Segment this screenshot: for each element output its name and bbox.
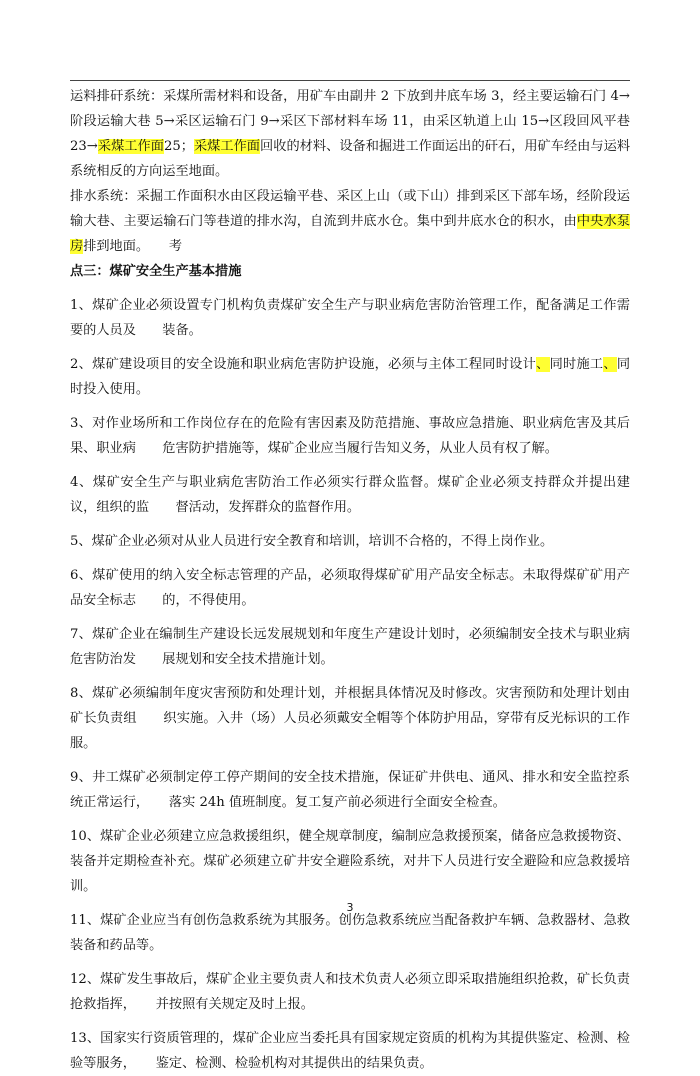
- measure-4: 4、煤矿安全生产与职业病危害防治工作必须实行群众监督。煤矿企业必须支持群众并提出建议，组织的监 督活动，发挥群众的监督作用。: [70, 475, 630, 515]
- measure-2-text-b: 同时施工: [549, 357, 604, 372]
- highlight-comma-1: 、: [536, 357, 550, 372]
- measure-11: 11、煤矿企业应当有创伤急救系统为其服务。创伤急救系统应当配备救护车辆、急救器材、急救装备和药品等。: [70, 913, 630, 953]
- document-body: [70, 84, 630, 1076]
- transport-paragraph: [70, 84, 630, 184]
- highlight-working-face-2: 采煤工作面: [193, 139, 261, 154]
- measure-10: 10、煤矿企业必须建立应急救援组织，健全规章制度，编制应急救援预案，储备应急救援物资、装备并定期检查补充。煤矿必须建立矿井安全避险系统，对井下人员进行安全避险和应急救援培训。: [70, 829, 630, 894]
- measure-13: 13、国家实行资质管理的，煤矿企业应当委托具有国家规定资质的机构为其提供鉴定、检测、检验等服务， 鉴定、检测、检验机构对其提供出的结果负责。: [70, 1031, 630, 1071]
- header-rule: [70, 80, 630, 81]
- drainage-text-b: 排到地面。 考: [83, 239, 183, 254]
- highlight-working-face-1: 采煤工作面: [97, 139, 164, 154]
- measure-8: 8、煤矿必须编制年度灾害预防和处理计划，并根据具体情况及时修改。灾害预防和处理计划由矿长负责组 织实施。入井（场）人员必须戴安全帽等个体防护用品，穿带有反光标识的工作服。: [70, 686, 630, 751]
- highlight-pump-room: 中央水泵房: [70, 214, 631, 254]
- measure-12: 12、煤矿发生事故后，煤矿企业主要负责人和技术负责人必须立即采取措施组织抢救，矿长负责抢救指挥， 并按照有关规定及时上报。: [70, 972, 630, 1012]
- drainage-paragraph: [70, 184, 630, 259]
- section-heading: 点三：煤矿安全生产基本措施: [70, 264, 242, 279]
- measure-3: 3、对作业场所和工作岗位存在的危险有害因素及防范措施、事故应急措施、职业病危害及其后果、职业病 危害防护措施等，煤矿企业应当履行告知义务，从业人员有权了解。: [70, 416, 630, 456]
- measure-1: 1、煤矿企业必须设置专门机构负责煤矿安全生产与职业病危害防治管理工作，配备满足工作需要的人员及 装备。: [70, 298, 630, 338]
- measure-2: [70, 352, 630, 402]
- measure-7: 7、煤矿企业在编制生产建设长远发展规划和年度生产建设计划时，必须编制安全技术与职业病危害防治发 展规划和安全技术措施计划。: [70, 627, 630, 667]
- page-number: 3: [346, 901, 354, 914]
- transport-text-b: 25；: [163, 139, 194, 154]
- highlight-comma-2: 、: [603, 357, 617, 372]
- measure-6: 6、煤矿使用的纳入安全标志管理的产品，必须取得煤矿矿用产品安全标志。未取得煤矿矿用产品安全标志 的，不得使用。: [70, 568, 630, 608]
- measure-2-text-c: 同时投入使用。: [70, 357, 631, 397]
- measure-5: 5、煤矿企业必须对从业人员进行安全教育和培训，培训不合格的，不得上岗作业。: [70, 534, 554, 549]
- measure-9: 9、井工煤矿必须制定停工停产期间的安全技术措施，保证矿井供电、通风、排水和安全监控系统正常运行， 落实 24h 值班制度。复工复产前必须进行全面安全检查。: [70, 770, 630, 810]
- drainage-text-a: 排水系统：采掘工作面积水由区段运输平巷、采区上山（或下山）排到采区下部车场，经阶段运输大巷、主要运输石门等巷道的排水沟，自流到井底水仓。集中到井底水仓的积水，由: [70, 189, 630, 229]
- measure-2-text-a: 2、煤矿建设项目的安全设施和职业病危害防护设施，必须与主体工程同时设计: [70, 357, 537, 372]
- transport-text-a: 运料排矸系统：采煤所需材料和设备，用矿车由副井 2 下放到井底车场 3，经主要运输石门 4→阶段运输大巷 5→采区运输石门 9→采区下部材料车场 11，由采区轨道上山 15→区段回风平巷 23→: [70, 89, 630, 154]
- transport-text-c: 回收的材料、设备和掘进工作面运出的矸石，用矿车经由与运料系统相反的方向运至地面。: [70, 139, 631, 179]
